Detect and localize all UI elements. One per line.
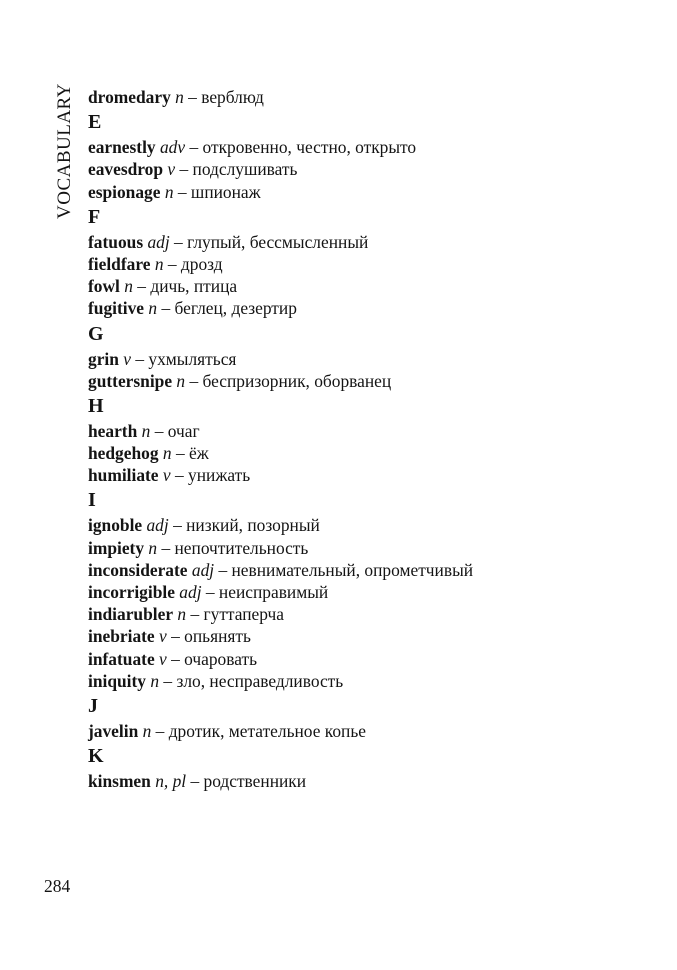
entry-word: inconsiderate: [88, 559, 188, 580]
entry-translation: ёж: [189, 443, 209, 464]
entry-translation: шпионаж: [190, 181, 261, 202]
entry-translation: гуттаперча: [203, 604, 284, 625]
section-letter: J: [88, 694, 98, 717]
entry-word: dromedary: [88, 87, 171, 107]
entry-word: kinsmen: [88, 771, 151, 792]
entry-part-of-speech: n: [142, 720, 152, 741]
entry-word: hedgehog: [88, 443, 159, 464]
entry-word: iniquity: [88, 670, 146, 691]
entry-part-of-speech: n: [176, 370, 186, 391]
entry-part-of-speech: n: [164, 181, 174, 202]
vocabulary-entry: ignoble adj – низкий, позорный: [88, 515, 320, 536]
entry-word: guttersnipe: [88, 370, 173, 391]
vocabulary-entry: fowl n – дичь, птица: [88, 276, 238, 297]
entry-part-of-speech: n: [154, 253, 164, 274]
entry-word: fatuous: [88, 231, 144, 252]
entry-translation: ухмыляться: [148, 348, 237, 369]
entry-part-of-speech: v: [159, 626, 167, 647]
entry-part-of-speech: n: [162, 443, 172, 464]
entry-translation: дичь, птица: [150, 276, 238, 297]
vocabulary-entry: humiliate v – унижать: [88, 465, 251, 486]
vocabulary-entry: dromedary n – верблюд: [88, 87, 264, 107]
entry-word: impiety: [88, 537, 145, 558]
vocabulary-entry: fatuous adj – глупый, бессмысленный: [88, 231, 369, 252]
entry-word: grin: [88, 348, 119, 369]
entry-translation: беспризорник, оборванец: [202, 370, 392, 391]
entry-part-of-speech: adv: [159, 137, 186, 158]
vocabulary-entry: fugitive n – беглец, дезертир: [88, 298, 297, 319]
section-letter: K: [88, 745, 104, 768]
entry-part-of-speech: v: [167, 159, 176, 180]
entry-word: fieldfare: [88, 253, 151, 274]
entry-part-of-speech: adj: [179, 582, 202, 602]
vocabulary-entry: grin v – ухмыляться: [88, 348, 237, 369]
vocabulary-entry: espionage n – шпионаж: [88, 181, 261, 202]
entry-part-of-speech: adj: [147, 231, 170, 252]
vocabulary-entry: inconsiderate adj – невнимательный, опрометчивый: [88, 559, 474, 580]
vocabulary-entry: earnestly adv – откровенно, честно, открыто: [88, 137, 417, 158]
vocabulary-entry: impiety n – непочтительность: [88, 537, 309, 558]
entry-part-of-speech: v: [159, 648, 167, 669]
entry-word: fugitive: [88, 298, 145, 319]
vocabulary-entry: infatuate v – очаровать: [88, 648, 258, 669]
entry-translation: верблюд: [201, 87, 264, 107]
entry-translation: очаг: [167, 420, 200, 441]
entry-word: incorrigible: [88, 582, 175, 602]
vocabulary-entry: hedgehog n – ёж: [88, 443, 209, 464]
entry-translation: дротик, метательное копье: [168, 720, 366, 741]
entry-translation: невнимательный, опрометчивый: [231, 559, 474, 580]
section-letter: F: [88, 205, 101, 228]
entry-word: indiarubler: [88, 604, 174, 625]
entry-translation: унижать: [188, 465, 251, 486]
entry-part-of-speech: v: [162, 465, 171, 486]
entry-translation: беглец, дезертир: [174, 298, 297, 319]
vocabulary-entry: fieldfare n – дрозд: [88, 253, 223, 274]
entry-part-of-speech: n: [148, 298, 158, 319]
entry-part-of-speech: v: [123, 348, 132, 369]
entry-translation: опьянять: [184, 626, 251, 647]
vocabulary-list: [88, 84, 658, 792]
vocabulary-entry: kinsmen n, pl – родственники: [88, 771, 307, 792]
section-letter: I: [88, 489, 96, 512]
entry-translation: дрозд: [180, 253, 223, 274]
page-number: 284: [44, 876, 71, 896]
entry-translation: низкий, позорный: [186, 515, 320, 536]
entry-translation: подслушивать: [192, 159, 298, 180]
entry-word: ignoble: [88, 515, 143, 536]
vocabulary-entry: iniquity n – зло, несправедливость: [88, 670, 344, 691]
entry-translation: зло, несправедливость: [176, 670, 344, 691]
vocabulary-entry: javelin n – дротик, метательное копье: [88, 720, 366, 741]
entry-part-of-speech: n: [148, 537, 158, 558]
entry-part-of-speech: n: [124, 276, 133, 297]
section-letter: G: [88, 322, 104, 345]
entry-translation: неисправимый: [218, 582, 329, 602]
entry-translation: очаровать: [184, 648, 258, 669]
vocabulary-entry: guttersnipe n – беспризорник, оборванец: [88, 370, 392, 391]
entry-part-of-speech: n: [141, 420, 151, 441]
vocabulary-entry: incorrigible adj – неисправимый: [88, 582, 329, 602]
vocabulary-entry: eavesdrop v – подслушивать: [88, 159, 298, 180]
section-letter: E: [88, 111, 102, 134]
entry-word: eavesdrop: [88, 159, 164, 180]
entry-part-of-speech: n: [150, 670, 160, 691]
vocabulary-entry: hearth n – очаг: [88, 420, 200, 441]
entry-word: fowl: [88, 276, 120, 297]
section-letter: H: [88, 394, 104, 417]
vocabulary-entry: indiarubler n – гуттаперча: [88, 604, 284, 625]
entry-part-of-speech: n, pl: [155, 771, 187, 792]
entry-translation: глупый, бессмысленный: [187, 231, 369, 252]
entry-word: inebriate: [88, 626, 155, 647]
entry-part-of-speech: adj: [146, 515, 169, 536]
entry-word: earnestly: [88, 137, 156, 158]
entry-part-of-speech: adj: [191, 559, 215, 580]
entry-word: infatuate: [88, 648, 155, 669]
entry-word: espionage: [88, 181, 161, 202]
entry-translation: непочтительность: [174, 537, 309, 558]
entry-part-of-speech: n: [175, 87, 184, 107]
running-head: VOCABULARY: [54, 83, 75, 219]
entry-word: javelin: [88, 720, 139, 741]
entry-part-of-speech: n: [177, 604, 187, 625]
entry-word: humiliate: [88, 465, 159, 486]
entry-word: hearth: [88, 420, 138, 441]
entry-translation: откровенно, честно, открыто: [202, 137, 417, 158]
entry-translation: родственники: [203, 771, 307, 792]
vocabulary-entry: inebriate v – опьянять: [88, 626, 251, 647]
